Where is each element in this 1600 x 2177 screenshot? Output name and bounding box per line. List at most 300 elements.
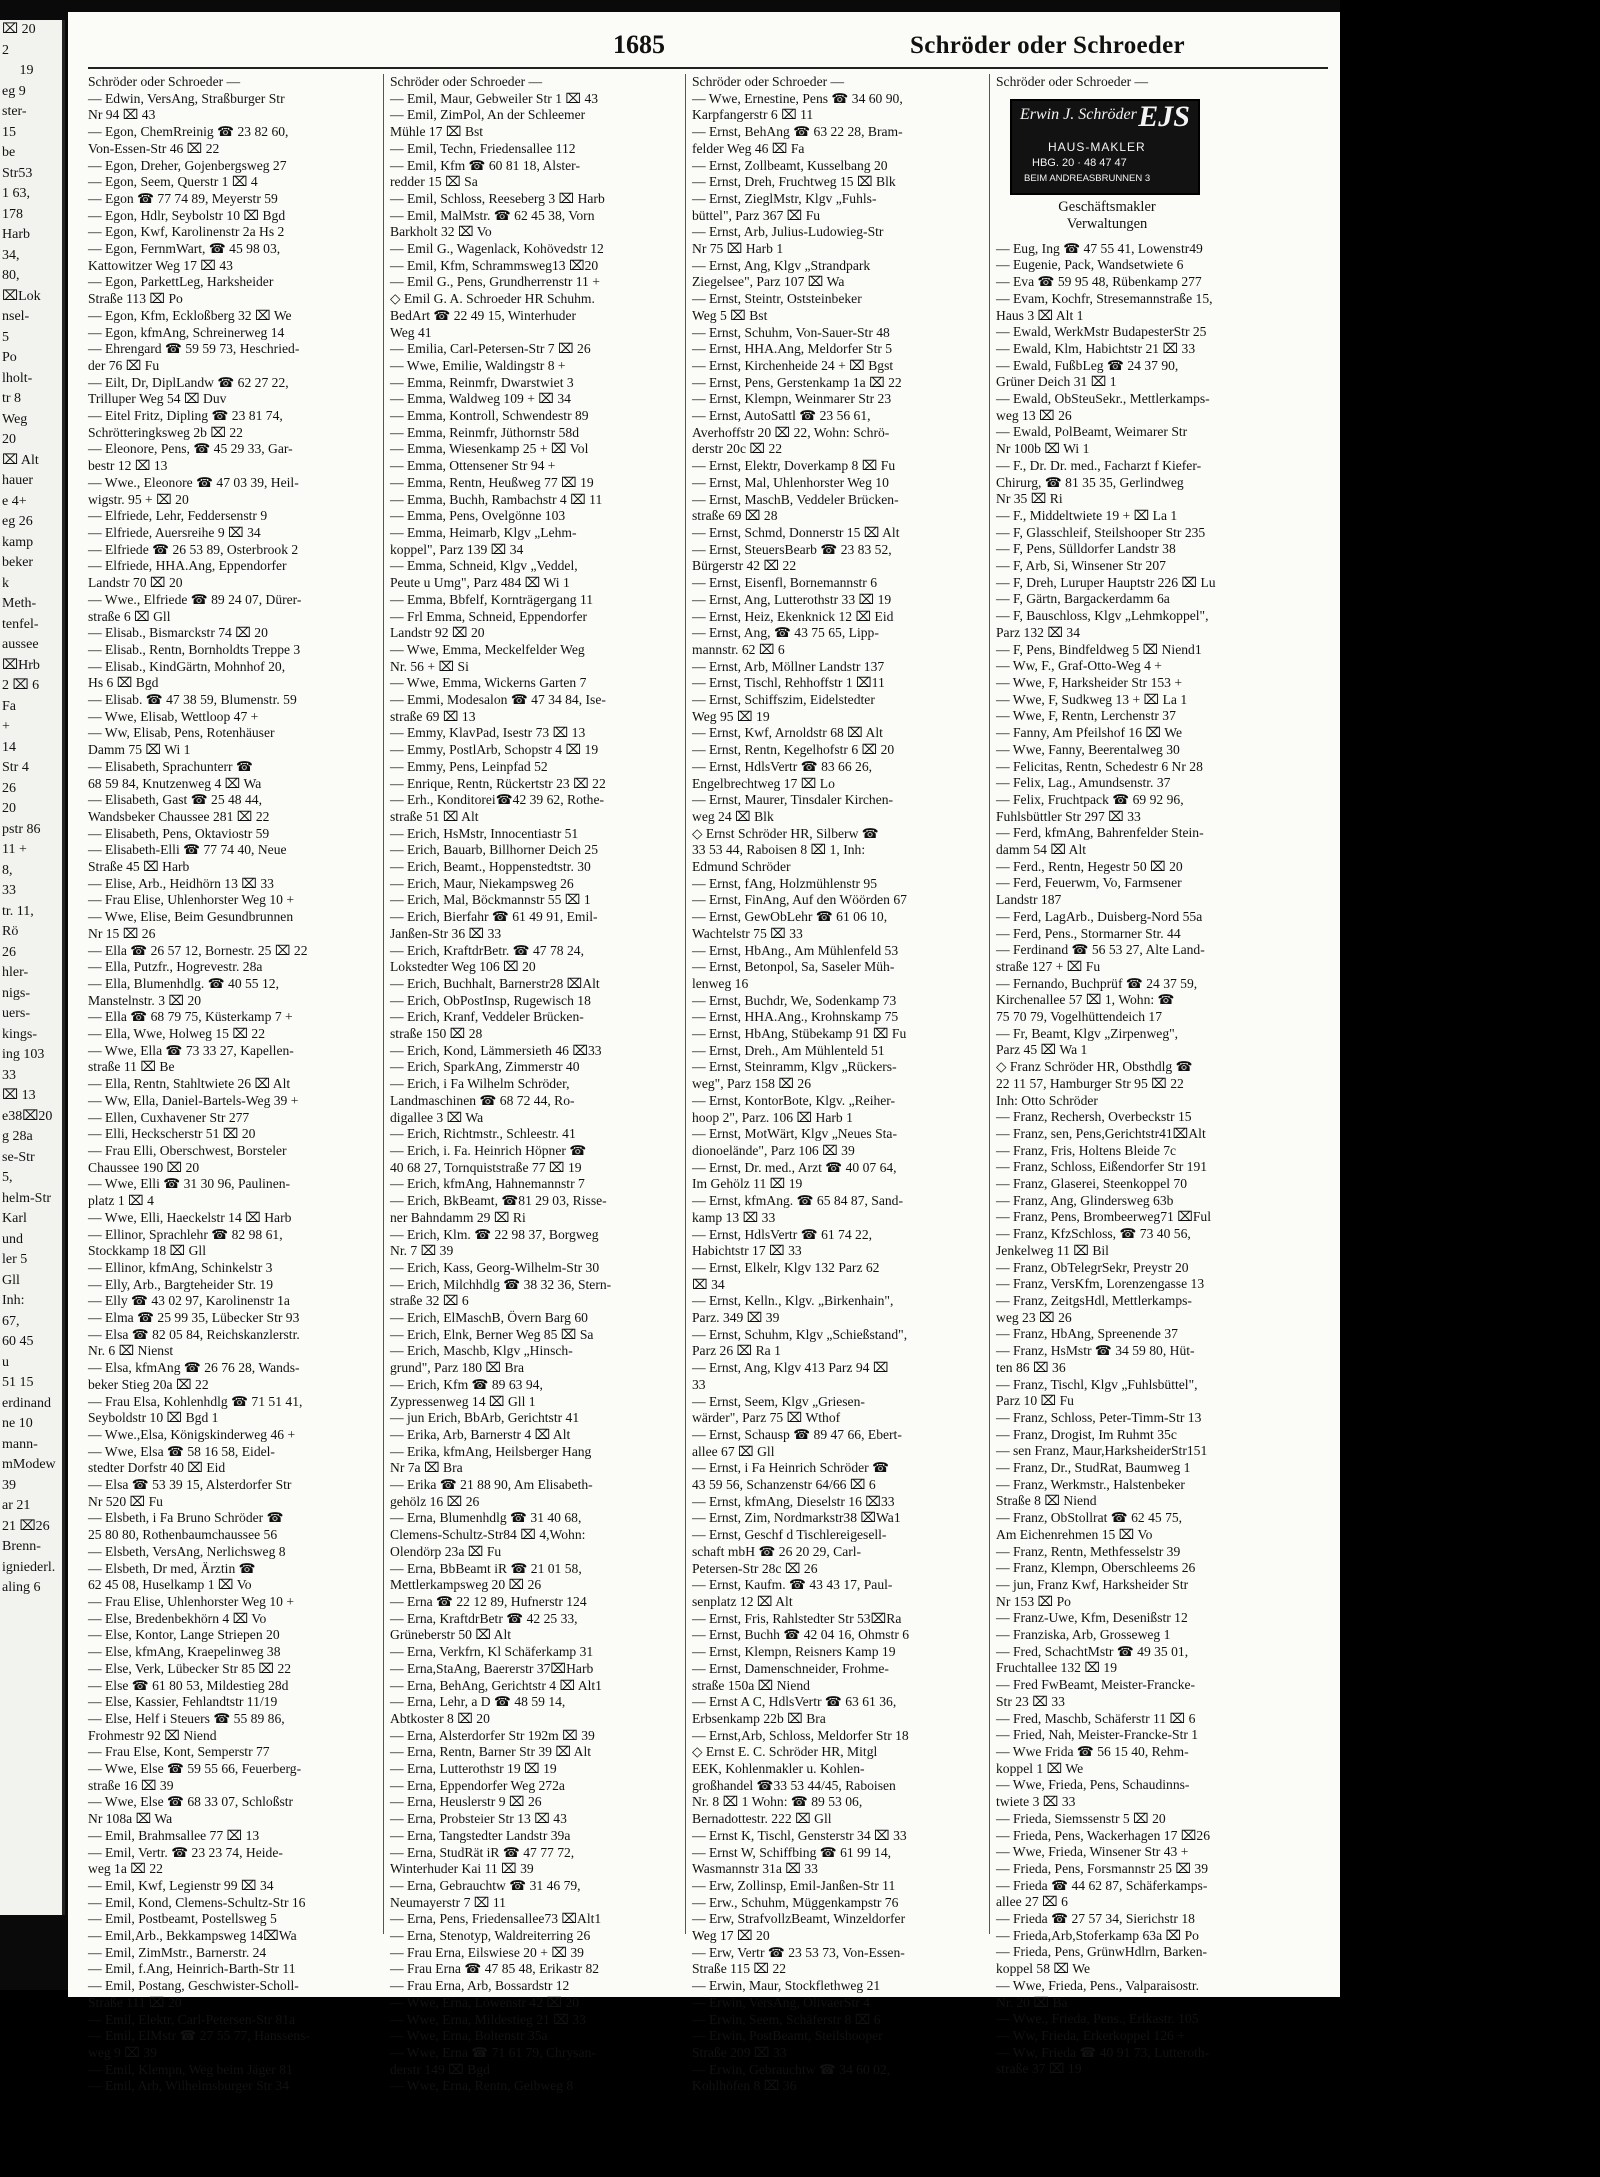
directory-entry: Lokstedter Weg 106 ⌧ 20 — [390, 959, 536, 975]
left-page-text-fragment: nsel- — [2, 309, 30, 324]
directory-entry: allee 27 ⌧ 6 — [996, 1894, 1068, 1910]
directory-entry: — Ella, Wwe, Holweg 15 ⌧ 22 — [88, 1026, 265, 1042]
left-page-text-fragment: e38⌧20 — [2, 1108, 53, 1124]
ad-company-name: Erwin J. Schröder — [1020, 105, 1137, 123]
directory-entry: Chaussee 190 ⌧ 20 — [88, 1159, 200, 1175]
directory-entry: 62 45 08, Huselkamp 1 ⌧ Vo — [88, 1577, 252, 1593]
directory-entry: Nr 35 ⌧ Ri — [996, 491, 1063, 507]
directory-entry: — Frau Erna, Arb, Bossardstr 12 — [390, 1978, 570, 1994]
directory-entry: — Ernst, HbAng., Am Mühlenfeld 53 — [692, 942, 899, 958]
directory-entry: Straße 8 ⌧ Niend — [996, 1493, 1097, 1509]
column-entries — [88, 91, 376, 2095]
directory-entry: — Erw, StrafvollzBeamt, Winzeldorfer — [692, 1911, 906, 1927]
directory-entry: — Wwe, Emma, Meckelfelder Weg — [390, 641, 585, 657]
directory-entry: straße 150a ⌧ Niend — [692, 1677, 810, 1693]
directory-entry: — Emma, Ottensener Str 94 + — [390, 458, 556, 474]
directory-entry: — Erich, Maschb, Klgv „Hinsch- — [390, 1343, 573, 1359]
directory-entry: Von-Essen-Str 46 ⌧ 22 — [88, 140, 220, 156]
directory-entry: — Wwe., Frieda, Pens., Erikastr. 105 — [996, 2011, 1199, 2027]
directory-entry: schaft mbH ☎ 26 20 29, Carl- — [692, 1543, 862, 1559]
directory-entry: — F, Arb, Si, Winsener Str 207 — [996, 558, 1166, 574]
directory-entry: — Emil, Techn, Friedensallee 112 — [390, 140, 576, 156]
directory-entry: — Ellen, Cuxhavener Str 277 — [88, 1109, 250, 1125]
directory-entry: — Eilt, Dr, DiplLandw ☎ 62 27 22, — [88, 374, 289, 390]
directory-entry: — Erich, Bierfahr ☎ 61 49 91, Emil- — [390, 909, 598, 925]
spacer — [996, 233, 1296, 241]
directory-entry: — Frieda ☎ 44 62 87, Schäferkamps- — [996, 1877, 1208, 1893]
directory-entry: — Wwe, F, Rentn, Lerchenstr 37 — [996, 708, 1176, 724]
directory-entry: BedArt ☎ 22 49 15, Winterhuder — [390, 307, 577, 323]
directory-entry: — Ernst W, Schiffbing ☎ 61 99 14, — [692, 1844, 892, 1860]
directory-entry: — Emma, Heimarb, Klgv „Lehm- — [390, 524, 577, 540]
directory-entry: Jenkelweg 11 ⌧ Bil — [996, 1242, 1109, 1258]
directory-entry: Petersen-Str 28c ⌧ 26 — [692, 1560, 818, 1576]
directory-entry: twiete 3 ⌧ 33 — [996, 1794, 1076, 1810]
directory-entry: — Ernst, Elektr, Doverkamp 8 ⌧ Fu — [692, 458, 896, 474]
directory-entry: — Ella ☎ 26 57 12, Bornestr. 25 ⌧ 22 — [88, 942, 308, 958]
directory-entry: — Ernst, Kelln., Klgv. „Birkenhain", — [692, 1293, 894, 1309]
directory-entry: — Ewald, ObSteuSekr., Mettlerkamps- — [996, 391, 1210, 407]
directory-entry: — Erh., Konditorei☎42 39 62, Rothe- — [390, 792, 605, 808]
left-page-text-fragment: mModew — [2, 1457, 56, 1472]
left-page-text-fragment: Karl — [2, 1211, 27, 1226]
directory-entry: — Ernst, Buchh ☎ 42 04 16, Ohmstr 6 — [692, 1627, 910, 1643]
directory-entry: — Ernst, GewObLehr ☎ 61 06 10, — [692, 909, 888, 925]
directory-entry: — Ernst, i Fa Heinrich Schröder ☎ — [692, 1460, 890, 1476]
directory-entry: — Ernst, Ang, Klgv „Strandpark — [692, 257, 871, 273]
directory-entry: Straße 209 ⌧ 33 — [692, 2044, 787, 2060]
left-page-text-fragment: 5, — [2, 1170, 13, 1185]
directory-entry: — sen Franz, Maur,HarksheiderStr151 — [996, 1443, 1208, 1459]
directory-entry: büttel", Parz 367 ⌧ Fu — [692, 207, 821, 223]
directory-entry: Winterhuder Kai 11 ⌧ 39 — [390, 1861, 534, 1877]
directory-entry: Wasmannstr 31a ⌧ 33 — [692, 1861, 818, 1877]
directory-entry: dionoelände", Parz 106 ⌧ 39 — [692, 1143, 855, 1158]
directory-entry: Neumayerstr 7 ⌧ 11 — [390, 1894, 506, 1910]
directory-entry: Parz 26 ⌧ Ra 1 — [692, 1343, 781, 1359]
directory-entry: Nr 520 ⌧ Fu — [88, 1493, 163, 1509]
ad-caption: Geschäftsmakler — [1058, 198, 1156, 215]
directory-entry: Nr 15 ⌧ 26 — [88, 925, 156, 941]
directory-entry: Str 23 ⌧ 33 — [996, 1693, 1065, 1709]
directory-entry: Weg 41 — [390, 324, 432, 340]
directory-page — [68, 12, 1340, 2094]
directory-entry: — Franz, ObTelegrSekr, Preystr 20 — [996, 1259, 1189, 1275]
directory-entry: — F, Dreh, Luruper Hauptstr 226 ⌧ Lu — [996, 574, 1216, 590]
directory-entry: — Frau Else, Kont, Semperstr 77 — [88, 1744, 270, 1760]
directory-entry: — Erich, Bauarb, Billhorner Deich 25 — [390, 842, 599, 858]
directory-entry: — Ernst, HHA.Ang, Meldorfer Str 5 — [692, 341, 893, 357]
directory-entry: — Erich, BkBeamt, ☎81 29 03, Risse- — [390, 1193, 607, 1209]
left-page-text-fragment: 26 — [2, 780, 16, 796]
directory-entry: — Franz, Rentn, Methfesselstr 39 — [996, 1543, 1181, 1559]
directory-entry: — Erich, KraftdrBetr. ☎ 47 78 24, — [390, 942, 584, 958]
directory-entry: — Emma, Schneid, Klgv „Veddel, — [390, 558, 578, 574]
directory-entry: — Ernst, Klempn, Weinmarer Str 23 — [692, 391, 892, 407]
directory-entry: — Ernst, Schuhm, Von-Sauer-Str 48 — [692, 324, 890, 340]
directory-entry: Inh: Otto Schröder — [996, 1092, 1098, 1108]
directory-entry: platz 1 ⌧ 4 — [88, 1193, 154, 1209]
directory-entry: Parz 10 ⌧ Fu — [996, 1393, 1074, 1409]
directory-entry: — Ernst, Rentn, Kegelhofstr 6 ⌧ 20 — [692, 742, 895, 758]
directory-entry: — Elise, Arb., Heidhörn 13 ⌧ 33 — [88, 875, 274, 891]
directory-entry: — Ernst, Kaufm. ☎ 43 43 17, Paul- — [692, 1577, 893, 1593]
directory-entry: — Erna, Rentn, Barner Str 39 ⌧ Alt — [390, 1744, 592, 1760]
directory-entry: — Elisab., Rentn, Bornholdts Treppe 3 — [88, 641, 301, 657]
left-page-text-fragment: ler 5 — [2, 1252, 28, 1267]
directory-entry: — Elisabeth, Pens, Oktaviostr 59 — [88, 825, 270, 841]
directory-entry: — Elisab., KindGärtn, Mohnhof 20, — [88, 658, 286, 674]
directory-entry: — Ww, Ella, Daniel-Bartels-Weg 39 + — [88, 1092, 299, 1108]
directory-entry: — Ernst, Schuhm, Klgv „Schießstand", — [692, 1326, 908, 1342]
directory-entry: — Wwe, Emma, Wickerns Garten 7 — [390, 675, 587, 691]
directory-entry: — Wwe, Erna, Rentn, Geibweg 8 — [390, 2078, 574, 2094]
left-page-text-fragment: k — [2, 575, 9, 591]
directory-entry: — Erna, Heuslerstr 9 ⌧ 26 — [390, 1794, 542, 1810]
directory-entry: — Emil, Postang, Geschwister-Scholl- — [88, 1978, 299, 1994]
directory-entry: Olendörp 23a ⌧ Fu — [390, 1543, 502, 1559]
directory-entry: — Franz, Ang, Glindersweg 63b — [996, 1192, 1174, 1208]
directory-entry: — Franz, HbAng, Spreenende 37 — [996, 1326, 1178, 1342]
directory-entry: — Frieda, Pens, Wackerhagen 17 ⌧26 — [996, 1827, 1211, 1843]
directory-entry: Kohlhöfen 8 ⌧ 36 — [692, 2078, 797, 2094]
directory-entry: — Ernst, Heiz, Ekenknick 12 ⌧ Eid — [692, 608, 894, 624]
directory-entry: — Ferd., Rentn, Hegestr 50 ⌧ 20 — [996, 858, 1183, 874]
directory-entry: — Franz, Schloss, Eißendorfer Str 191 — [996, 1159, 1208, 1175]
directory-entry: — Franz, HsMstr ☎ 34 59 80, Hüt- — [996, 1343, 1195, 1359]
directory-entry: — Erna, Probsteier Str 13 ⌧ 43 — [390, 1811, 567, 1827]
directory-entry: — Erich, ObPostInsp, Rugewisch 18 — [390, 992, 591, 1008]
directory-entry: — F, Pens, Bindfeldweg 5 ⌧ Niend1 — [996, 641, 1202, 657]
directory-entry: — Wwe, Erna, Boltenstr 35a — [390, 2028, 548, 2044]
directory-entry: koppel 58 ⌧ We — [996, 1961, 1090, 1977]
directory-entry: — Wwe.,Elsa, Königskinderweg 46 + — [88, 1426, 296, 1442]
directory-entry: — Emil, Elektr, Carl-Petersen-Str 81a — [88, 2011, 296, 2027]
directory-entry: — Emilia, Carl-Petersen-Str 7 ⌧ 26 — [390, 341, 591, 357]
directory-entry: weg", Parz 158 ⌧ 26 — [692, 1076, 811, 1092]
directory-entry: ◇ Franz Schröder HR, Obsthdlg ☎ — [996, 1059, 1193, 1075]
directory-entry: — Ernst, Ang, Lutterothstr 33 ⌧ 19 — [692, 591, 892, 607]
directory-entry: — Frau Elli, Oberschwest, Borsteler — [88, 1143, 287, 1158]
directory-entry: — Wwe, Ella ☎ 73 33 27, Kapellen- — [88, 1042, 294, 1058]
left-page-text-fragment: uers- — [2, 1006, 30, 1021]
directory-entry: weg 13 ⌧ 26 — [996, 407, 1072, 423]
directory-entry: Frohmestr 92 ⌧ Niend — [88, 1727, 217, 1743]
directory-entry: — Franz, Drogist, Im Ruhmt 35c — [996, 1426, 1177, 1442]
left-page-text-fragment: 5 — [2, 329, 9, 345]
left-page-text-fragment: Str 4 — [2, 760, 29, 775]
directory-entry: — Ww, Frieda ☎ 40 91 73, Lutteroth- — [996, 2044, 1210, 2060]
directory-entry: — Elsbeth, Dr med, Ärztin ☎ — [88, 1560, 256, 1576]
directory-entry: — Elsa ☎ 53 39 15, Alsterdorfer Str — [88, 1477, 292, 1493]
directory-entry: Ziegelsee", Parz 107 ⌧ Wa — [692, 274, 845, 290]
directory-entry: — Ernst, Dr. med., Arzt ☎ 40 07 64, — [692, 1159, 897, 1175]
column-divider — [685, 74, 686, 1934]
left-page-text-fragment: 14 — [2, 739, 16, 755]
directory-entry: Landmaschinen ☎ 68 72 44, Ro- — [390, 1092, 575, 1108]
left-page-text-fragment: ar 21 — [2, 1498, 31, 1513]
directory-entry: Straße 111 ⌧ 20 — [88, 1994, 182, 2010]
left-page-text-fragment: nigs- — [2, 985, 30, 1001]
directory-entry: straße 16 ⌧ 39 — [88, 1777, 174, 1793]
directory-entry: — Erna, Blumenhdlg ☎ 31 40 68, — [390, 1510, 582, 1526]
directory-entry: derstr 149 ⌧ Bgd — [390, 2061, 490, 2077]
ad-phone: HBG. 20 · 48 47 47 — [1032, 156, 1127, 169]
directory-entry: — Egon, Hdlr, Seybolstr 10 ⌧ Bgd — [88, 207, 286, 223]
directory-entry: — Emma, Pens, Ovelgönne 103 — [390, 508, 566, 524]
column-entries — [390, 91, 678, 2095]
directory-entry: — Frieda, Siemssenstr 5 ⌧ 20 — [996, 1810, 1166, 1826]
directory-entry: — Egon, Seem, Querstr 1 ⌧ 4 — [88, 174, 258, 190]
left-page-text-fragment: g 28a — [2, 1129, 33, 1144]
directory-entry: — Else, kfmAng, Kraepelinweg 38 — [88, 1644, 281, 1660]
directory-entry: — Erna, Lehr, a D ☎ 48 59 14, — [390, 1694, 566, 1710]
directory-entry: kamp 13 ⌧ 33 — [692, 1209, 776, 1225]
left-page-text-fragment: ne 10 — [2, 1416, 33, 1431]
column-header: Schröder oder Schroeder — — [88, 74, 241, 89]
directory-entry: Seyboldstr 10 ⌧ Bgd 1 — [88, 1410, 219, 1426]
directory-entry: — Ernst, Betonpol, Sa, Saseler Müh- — [692, 959, 895, 975]
left-page-text-fragment: 51 15 — [2, 1375, 34, 1390]
directory-entry: Averhoffstr 20 ⌧ 22, Wohn: Schrö- — [692, 424, 890, 440]
left-page-text-fragment: Brenn- — [2, 1539, 41, 1554]
directory-entry: — Erw, Vertr ☎ 23 53 73, Von-Essen- — [692, 1944, 905, 1960]
directory-entry: 75 70 79, Vogelhüttendeich 17 — [996, 1009, 1163, 1025]
directory-entry: allee 67 ⌧ Gll — [692, 1443, 775, 1459]
directory-entry: — Elly, Arb., Bargteheider Str. 19 — [88, 1276, 274, 1292]
directory-entry: — Ernst, Fris, Rahlstedter Str 53⌧Ra — [692, 1610, 902, 1626]
left-page-text-fragment: kamp — [2, 534, 34, 550]
directory-entry: — Franz, Dr., StudRat, Baumweg 1 — [996, 1460, 1191, 1476]
directory-entry: — Wwe, Frieda, Winsener Str 43 + — [996, 1844, 1189, 1860]
column-entries — [692, 91, 980, 2095]
directory-entry: wigstr. 95 + ⌧ 20 — [88, 491, 189, 507]
directory-entry: — Fred, Maschb, Schäferstr 11 ⌧ 6 — [996, 1710, 1196, 1726]
left-page-text-fragment: ⌧ 20 — [2, 22, 36, 37]
directory-entry: — Wwe, F, Harksheider Str 153 + — [996, 674, 1183, 690]
directory-entry: straße 6 ⌧ Gll — [88, 608, 171, 624]
directory-entry: — Ww, Frieda, Erkerkoppel 126 + — [996, 2027, 1185, 2043]
directory-entry: — Frl Emma, Schneid, Eppendorfer — [390, 608, 588, 624]
directory-entry: — Ernst K, Tischl, Gensterstr 34 ⌧ 33 — [692, 1827, 907, 1843]
directory-entry: Landstr 187 — [996, 892, 1062, 908]
directory-entry: — Ernst, SteuersBearb ☎ 23 83 52, — [692, 541, 892, 557]
left-page-text-fragment: 8, — [2, 862, 13, 878]
directory-entry: — Erika ☎ 21 88 90, Am Elisabeth- — [390, 1477, 593, 1493]
directory-entry: — Ernst, Pens, Gerstenkamp 1a ⌧ 22 — [692, 374, 902, 390]
directory-entry: Nr. 7 ⌧ 39 — [390, 1243, 454, 1259]
directory-entry: — F., Middeltwiete 19 + ⌧ La 1 — [996, 507, 1178, 523]
directory-entry: — Ernst, AutoSattl ☎ 23 56 61, — [692, 408, 871, 424]
directory-entry: — Felix, Lag., Amundsenstr. 37 — [996, 775, 1171, 791]
directory-entry: — Ella ☎ 68 79 75, Küsterkamp 7 + — [88, 1009, 293, 1025]
directory-entry: Engelbrechtweg 17 ⌧ Lo — [692, 775, 835, 791]
left-page-text-fragment: Po — [2, 350, 17, 365]
directory-entry: — Emil G., Pens, Grundherrenstr 11 + — [390, 274, 600, 290]
directory-entry: — Erich, ElMaschB, Övern Barg 60 — [390, 1310, 588, 1326]
left-page-text-fragment: 2 ⌧ 6 — [2, 678, 40, 693]
directory-entry: — Wwe, Elise, Beim Gesundbrunnen — [88, 909, 294, 925]
directory-entry: — Frau Erna ☎ 47 85 48, Erikastr 82 — [390, 1961, 600, 1977]
directory-entry: — Franz, VersKfm, Lorenzengasse 13 — [996, 1276, 1205, 1292]
directory-entry: — Wwe, Elisab, Wettloop 47 + — [88, 708, 259, 724]
directory-entry: — Else, Verk, Lübecker Str 85 ⌧ 22 — [88, 1660, 292, 1676]
directory-entry: — Eugenie, Pack, Wandsetwiete 6 — [996, 257, 1184, 273]
directory-entry: — Ernst, Kwf, Arnoldstr 68 ⌧ Alt — [692, 725, 883, 741]
directory-entry: — Elli, Heckscherstr 51 ⌧ 20 — [88, 1126, 256, 1142]
directory-entry: — Ernst, Maurer, Tinsdaler Kirchen- — [692, 792, 894, 808]
directory-entry: — Ernst, HHA.Ang., Krohnskamp 75 — [692, 1009, 899, 1025]
directory-entry: — Emil, MalMstr. ☎ 62 45 38, Vorn — [390, 207, 595, 223]
directory-entry: — Wwe, Frieda, Pens., Valparaisostr. — [996, 1977, 1199, 1993]
directory-entry: Landstr 92 ⌧ 20 — [390, 625, 485, 641]
directory-entry: — Franz, Schloss, Peter-Timm-Str 13 — [996, 1409, 1202, 1425]
directory-entry: — Frau Elise, Uhlenhorster Weg 10 + — [88, 1593, 295, 1609]
directory-entry: — Elsa ☎ 82 05 84, Reichskanzlerstr. — [88, 1326, 300, 1342]
directory-entry: — F, Pens, Sülldorfer Landstr 38 — [996, 541, 1176, 557]
directory-entry: — Egon, Dreher, Gojenbergsweg 27 — [88, 157, 287, 173]
directory-entry: — Erich, i Fa Wilhelm Schröder, — [390, 1076, 570, 1092]
directory-entry: — Erich, kfmAng, Hahnemannstr 7 — [390, 1176, 585, 1192]
directory-entry: ner Bahndamm 29 ⌧ Ri — [390, 1209, 526, 1225]
directory-entry: Nr. 56 + ⌧ Si — [390, 658, 469, 674]
directory-entry: — F, Glasschleif, Steilshooper Str 235 — [996, 524, 1206, 540]
directory-entry: — Ernst, Kirchenheide 24 + ⌧ Bgst — [692, 357, 894, 373]
directory-entry: — Ehrengard ☎ 59 59 73, Heschried- — [88, 341, 300, 357]
directory-entry: — Ernst, Dreh., Am Mühlenteld 51 — [692, 1042, 885, 1058]
left-page-text-fragment: ster- — [2, 104, 27, 119]
column-divider — [383, 74, 384, 1934]
directory-entry: — Erna, Alsterdorfer Str 192m ⌧ 39 — [390, 1727, 595, 1743]
directory-entry: — Elfriede ☎ 26 53 89, Osterbrook 2 — [88, 541, 299, 557]
directory-entry: — Ella, Rentn, Stahltwiete 26 ⌧ Alt — [88, 1076, 291, 1092]
directory-entry: — Elisab., Bismarckstr 74 ⌧ 20 — [88, 625, 268, 641]
directory-entry: Zypressenweg 14 ⌧ Gll 1 — [390, 1393, 536, 1409]
left-page-text-fragment: Str53 — [2, 165, 33, 181]
directory-entry: — Emma, Reinmfr, Jüthornstr 58d — [390, 424, 579, 440]
directory-entry: Nr 7a ⌧ Bra — [390, 1460, 463, 1476]
directory-entry: Nr 108a ⌧ Wa — [88, 1811, 173, 1827]
directory-entry: straße 150 ⌧ 28 — [390, 1026, 483, 1042]
directory-entry: — Erwin, VersAng, OlivaerStr 4 — [692, 1994, 870, 2010]
directory-entry: — Ernst, Schiffszim, Eidelstedter — [692, 692, 875, 708]
directory-entry: — Erna, Pens, Friedensallee73 ⌧Alt1 — [390, 1911, 602, 1927]
column-header: Schröder oder Schroeder — — [390, 74, 543, 89]
directory-entry: Abtkoster 8 ⌧ 20 — [390, 1710, 490, 1726]
directory-entry: — Ewald, FußbLeg ☎ 24 37 90, — [996, 357, 1179, 373]
directory-entry: — Franz, Fris, Holtens Bleide 7c — [996, 1142, 1177, 1158]
directory-entry: Nr 153 ⌧ Po — [996, 1593, 1071, 1609]
left-page-text-fragment: 67, — [2, 1313, 20, 1329]
directory-entry: — Ernst, ZieglMstr, Klgv „Fuhls- — [692, 190, 877, 206]
ad-logo: EJS — [1138, 99, 1190, 133]
directory-entry: — Erwin, Seem, Schäferstr 8 ⌧ 6 — [692, 2011, 881, 2027]
directory-entry: — Ella, Putzfr., Hogrevestr. 28a — [88, 959, 263, 975]
directory-entry: — Ww, F., Graf-Otto-Weg 4 + — [996, 658, 1162, 674]
directory-entry: Trilluper Weg 54 ⌧ Duv — [88, 391, 227, 407]
column-entries — [996, 241, 1296, 2078]
directory-entry: — Frieda, Pens, Forsmannstr 25 ⌧ 39 — [996, 1860, 1209, 1876]
directory-entry: — Ella, Blumenhdlg. ☎ 40 55 12, — [88, 975, 279, 991]
directory-entry: — Ferd, Pens., Stormarner Str. 44 — [996, 925, 1181, 941]
directory-entry: — Erich, HsMstr, Innocentiastr 51 — [390, 825, 579, 841]
directory-entry: Erbsenkamp 22b ⌧ Bra — [692, 1710, 826, 1726]
directory-entry: — Elisab. ☎ 47 38 59, Blumenstr. 59 — [88, 692, 297, 708]
left-page-text-fragment: kings- — [2, 1026, 37, 1042]
directory-entry: — Emil, ZimMstr., Barnerstr. 24 — [88, 1944, 267, 1960]
directory-entry: — Erwin, PostBeamt, Steilshooper — [692, 2028, 883, 2044]
directory-entry: — Erwin, Maur, Stockflethweg 21 — [692, 1978, 881, 1994]
directory-entry: — Emma, Bbfelf, Kornträgergang 11 — [390, 591, 594, 607]
directory-entry: — Frau Elise, Uhlenhorster Weg 10 + — [88, 892, 295, 908]
left-page-text-fragment: 33 — [2, 883, 16, 898]
directory-entry: — Elsbeth, VersAng, Nerlichsweg 8 — [88, 1543, 286, 1559]
directory-entry: — Emma, Waldweg 109 + ⌧ 34 — [390, 391, 571, 407]
directory-entry: 25 80 80, Rothenbaumchaussee 56 — [88, 1527, 278, 1543]
directory-entry: Nr 75 ⌧ Harb 1 — [692, 241, 784, 257]
directory-entry: Nr. 20 ⌧ Ba — [996, 1994, 1068, 2010]
directory-entry: derstr 20c ⌧ 22 — [692, 441, 783, 457]
directory-entry: großhandel ☎33 53 44/45, Raboisen — [692, 1777, 896, 1793]
directory-entry: — Franz, ObStollrat ☎ 62 45 75, — [996, 1510, 1183, 1526]
directory-entry: Fuhlsbüttler Str 297 ⌧ 33 — [996, 808, 1141, 824]
directory-entry: — Emmy, Pens, Leinpfad 52 — [390, 758, 548, 774]
left-page-text-fragment: ⌧Lok — [2, 288, 41, 304]
left-page-text-fragment: 21 ⌧26 — [2, 1518, 50, 1534]
column-header: Schröder oder Schroeder — — [692, 74, 845, 89]
directory-entry: — Ernst, Tischl, Rehhoffstr 1 ⌧11 — [692, 675, 885, 691]
directory-entry: — Ernst, Buchdr, We, Sodenkamp 73 — [692, 992, 897, 1008]
directory-entry: — Erna, BbBeamt iR ☎ 21 01 58, — [390, 1560, 582, 1576]
directory-entry: — Erna, KraftdrBetr ☎ 42 25 33, — [390, 1610, 578, 1626]
left-page-text-fragment: hauer — [2, 473, 34, 488]
directory-entry: — Emmy, PostlArb, Schopstr 4 ⌧ 19 — [390, 742, 599, 758]
directory-entry: — Erna,StaAng, Baererstr 37⌧Harb — [390, 1660, 594, 1676]
directory-entry: gehölz 16 ⌧ 26 — [390, 1493, 480, 1509]
directory-entry: 43 59 56, Schanzenstr 64/66 ⌧ 6 — [692, 1477, 876, 1493]
directory-entry: — Erna, Lutterothstr 19 ⌧ 19 — [390, 1761, 557, 1777]
directory-entry: — Else, Kassier, Fehlandtstr 11/19 — [88, 1694, 278, 1710]
directory-entry: Nr. 6 ⌧ Nienst — [88, 1343, 174, 1359]
page-heading: Schröder oder Schroeder — [910, 32, 1185, 59]
directory-entry: — Ernst, Zollbeamt, Kusselbang 20 — [692, 157, 888, 173]
directory-entry: — Emil, f.Ang, Heinrich-Barth-Str 11 — [88, 1961, 296, 1977]
directory-entry: — Ernst, Geschf d Tischlereigesell- — [692, 1527, 887, 1543]
directory-entry: — Franz, Werkmstr., Halstenbeker — [996, 1476, 1185, 1492]
directory-entry: — Ernst, fAng, Holzmühlenstr 95 — [692, 875, 878, 891]
left-page-text-fragment: aling 6 — [2, 1580, 41, 1595]
directory-entry: Kattowitzer Weg 17 ⌧ 43 — [88, 257, 233, 273]
left-page-text-fragment: igniederl. — [2, 1559, 56, 1575]
directory-entry: — Erika, kfmAng, Heilsberger Hang — [390, 1443, 592, 1459]
directory-entry: Janßen-Str 36 ⌧ 33 — [390, 925, 502, 941]
directory-entry: — Emil, Brahmsallee 77 ⌧ 13 — [88, 1827, 260, 1843]
directory-entry: Karpfangerstr 6 ⌧ 11 — [692, 107, 814, 123]
directory-entry: Straße 113 ⌧ Po — [88, 291, 183, 307]
directory-entry: — Frieda,Arb,Stoferkamp 63a ⌧ Po — [996, 1927, 1199, 1943]
directory-entry: — Wwe, Erna ☎ 71 61 79, Chrysan- — [390, 2044, 596, 2060]
directory-entry: — Ernst, MaschB, Veddeler Brücken- — [692, 491, 899, 507]
left-page-text-fragment: 19 — [2, 63, 34, 78]
directory-entry: weg 9 ⌧ 39 — [88, 2044, 157, 2060]
directory-entry: — Ellinor, Sprachlehr ☎ 82 98 61, — [88, 1226, 283, 1242]
directory-entry: Wandsbeker Chaussee 281 ⌧ 22 — [88, 808, 270, 824]
directory-entry: — Frau Erna, Eilswiese 20 + ⌧ 39 — [390, 1944, 584, 1960]
left-page-text-fragment: tr 8 — [2, 391, 22, 406]
left-page-text-fragment: helm-Str — [2, 1190, 51, 1206]
left-page-text-fragment: lholt- — [2, 370, 33, 386]
directory-entry: — Ferd, LagArb., Duisberg-Nord 55a — [996, 908, 1203, 924]
